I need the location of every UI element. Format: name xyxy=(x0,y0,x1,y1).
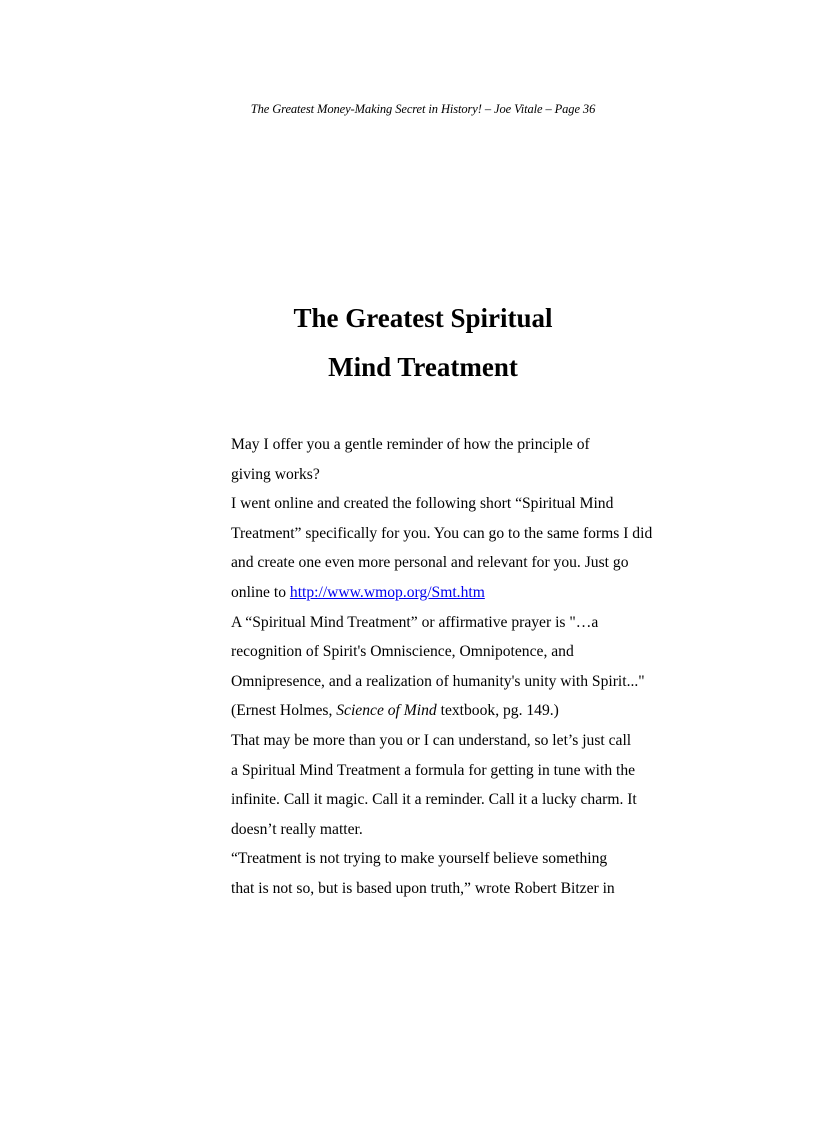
text-line xyxy=(202,578,647,608)
text-line: Omnipresence, and a realization of humanity's unity with Spirit..." xyxy=(231,672,645,690)
running-header: The Greatest Money-Making Secret in History! – Joe Vitale – Page 36 xyxy=(250,102,596,116)
text-line: A “Spiritual Mind Treatment” or affirmative prayer is "…a xyxy=(231,613,599,631)
citation-prefix: (Ernest Holmes, xyxy=(231,702,337,720)
paragraph-3 xyxy=(202,608,647,726)
text-line: infinite. Call it magic. Call it a reminder. Call it a lucky charm. It xyxy=(231,791,637,809)
text-line: That may be more than you or I can understand, so let’s just call xyxy=(231,731,632,749)
text-line: that is not so, but is based upon truth,” wrote Robert Bitzer in xyxy=(231,879,615,897)
text-line: Treatment” specifically for you. You can go to the same forms I did xyxy=(231,524,653,542)
link-prefix-text: online to xyxy=(231,583,290,601)
text-line xyxy=(202,696,647,726)
paragraph-2 xyxy=(202,489,653,607)
text-line: “Treatment is not trying to make yourself believe something xyxy=(231,850,608,868)
chapter-title-line-2: Mind Treatment xyxy=(328,352,518,382)
wmop-link[interactable]: http://www.wmop.org/Smt.htm xyxy=(289,583,485,601)
paragraph-4 xyxy=(202,726,647,844)
body-text xyxy=(202,430,653,904)
text-line: giving works? xyxy=(231,465,320,483)
text-line: recognition of Spirit's Omniscience, Omnipotence, and xyxy=(231,643,574,661)
paragraph-1 xyxy=(202,430,647,489)
chapter-title xyxy=(0,294,816,392)
citation-suffix: textbook, pg. 149.) xyxy=(436,702,559,720)
chapter-title-line-1: The Greatest Spiritual xyxy=(293,303,553,333)
text-line: May I offer you a gentle reminder of how the principle of xyxy=(231,436,590,453)
book-title: Science of Mind xyxy=(336,702,437,720)
text-line: doesn’t really matter. xyxy=(231,820,363,838)
text-line: I went online and created the following short “Spiritual Mind xyxy=(231,495,614,513)
paragraph-5 xyxy=(202,844,647,903)
text-line: a Spiritual Mind Treatment a formula for getting in tune with the xyxy=(231,761,636,779)
text-line: and create one even more personal and relevant for you. Just go xyxy=(231,554,629,572)
